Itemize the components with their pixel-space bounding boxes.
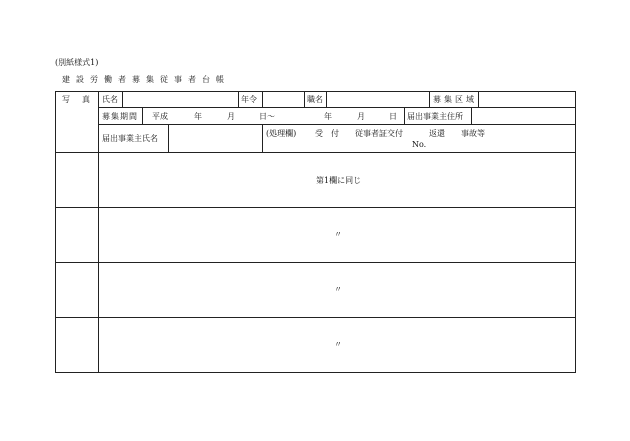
certificate-no-label: No. (412, 140, 427, 149)
employer-name-label: 届出事業主氏名 (102, 134, 158, 143)
period-year: 年 (194, 112, 202, 121)
name-label: 氏名 (102, 95, 118, 104)
accepted-label: 受 付 (315, 129, 339, 138)
row-1-text: 第1欄に同じ (316, 176, 362, 185)
row-3-text: 〃 (334, 285, 342, 294)
period-year-2: 年 (324, 112, 332, 121)
row-4-text: 〃 (334, 340, 342, 349)
row-2-text: 〃 (334, 230, 342, 239)
period-day-2: 日 (389, 112, 397, 121)
reason-label: 事故等 (461, 129, 485, 138)
period-day-from: 日〜 (259, 112, 275, 121)
form-style-label: (別紙様式1) (55, 58, 99, 67)
photo-cell-label: 写 真 (62, 95, 92, 104)
period-label: 募集期間 (102, 112, 138, 121)
processing-label: (処理欄) (266, 129, 297, 138)
office-address-label: 届出事業主住所 (407, 112, 463, 121)
occupation-label: 職名 (307, 95, 323, 104)
certificate-label: 従事者証交付 (355, 129, 403, 138)
returned-label: 返還 (429, 129, 445, 138)
period-month: 月 (227, 112, 235, 121)
period-era: 平成 (152, 112, 168, 121)
age-label: 年令 (241, 95, 257, 104)
recruit-area-label: 募集区域 (433, 95, 477, 104)
form-title: 建設労働者募集従事者台帳 (62, 75, 230, 84)
period-month-2: 月 (357, 112, 365, 121)
